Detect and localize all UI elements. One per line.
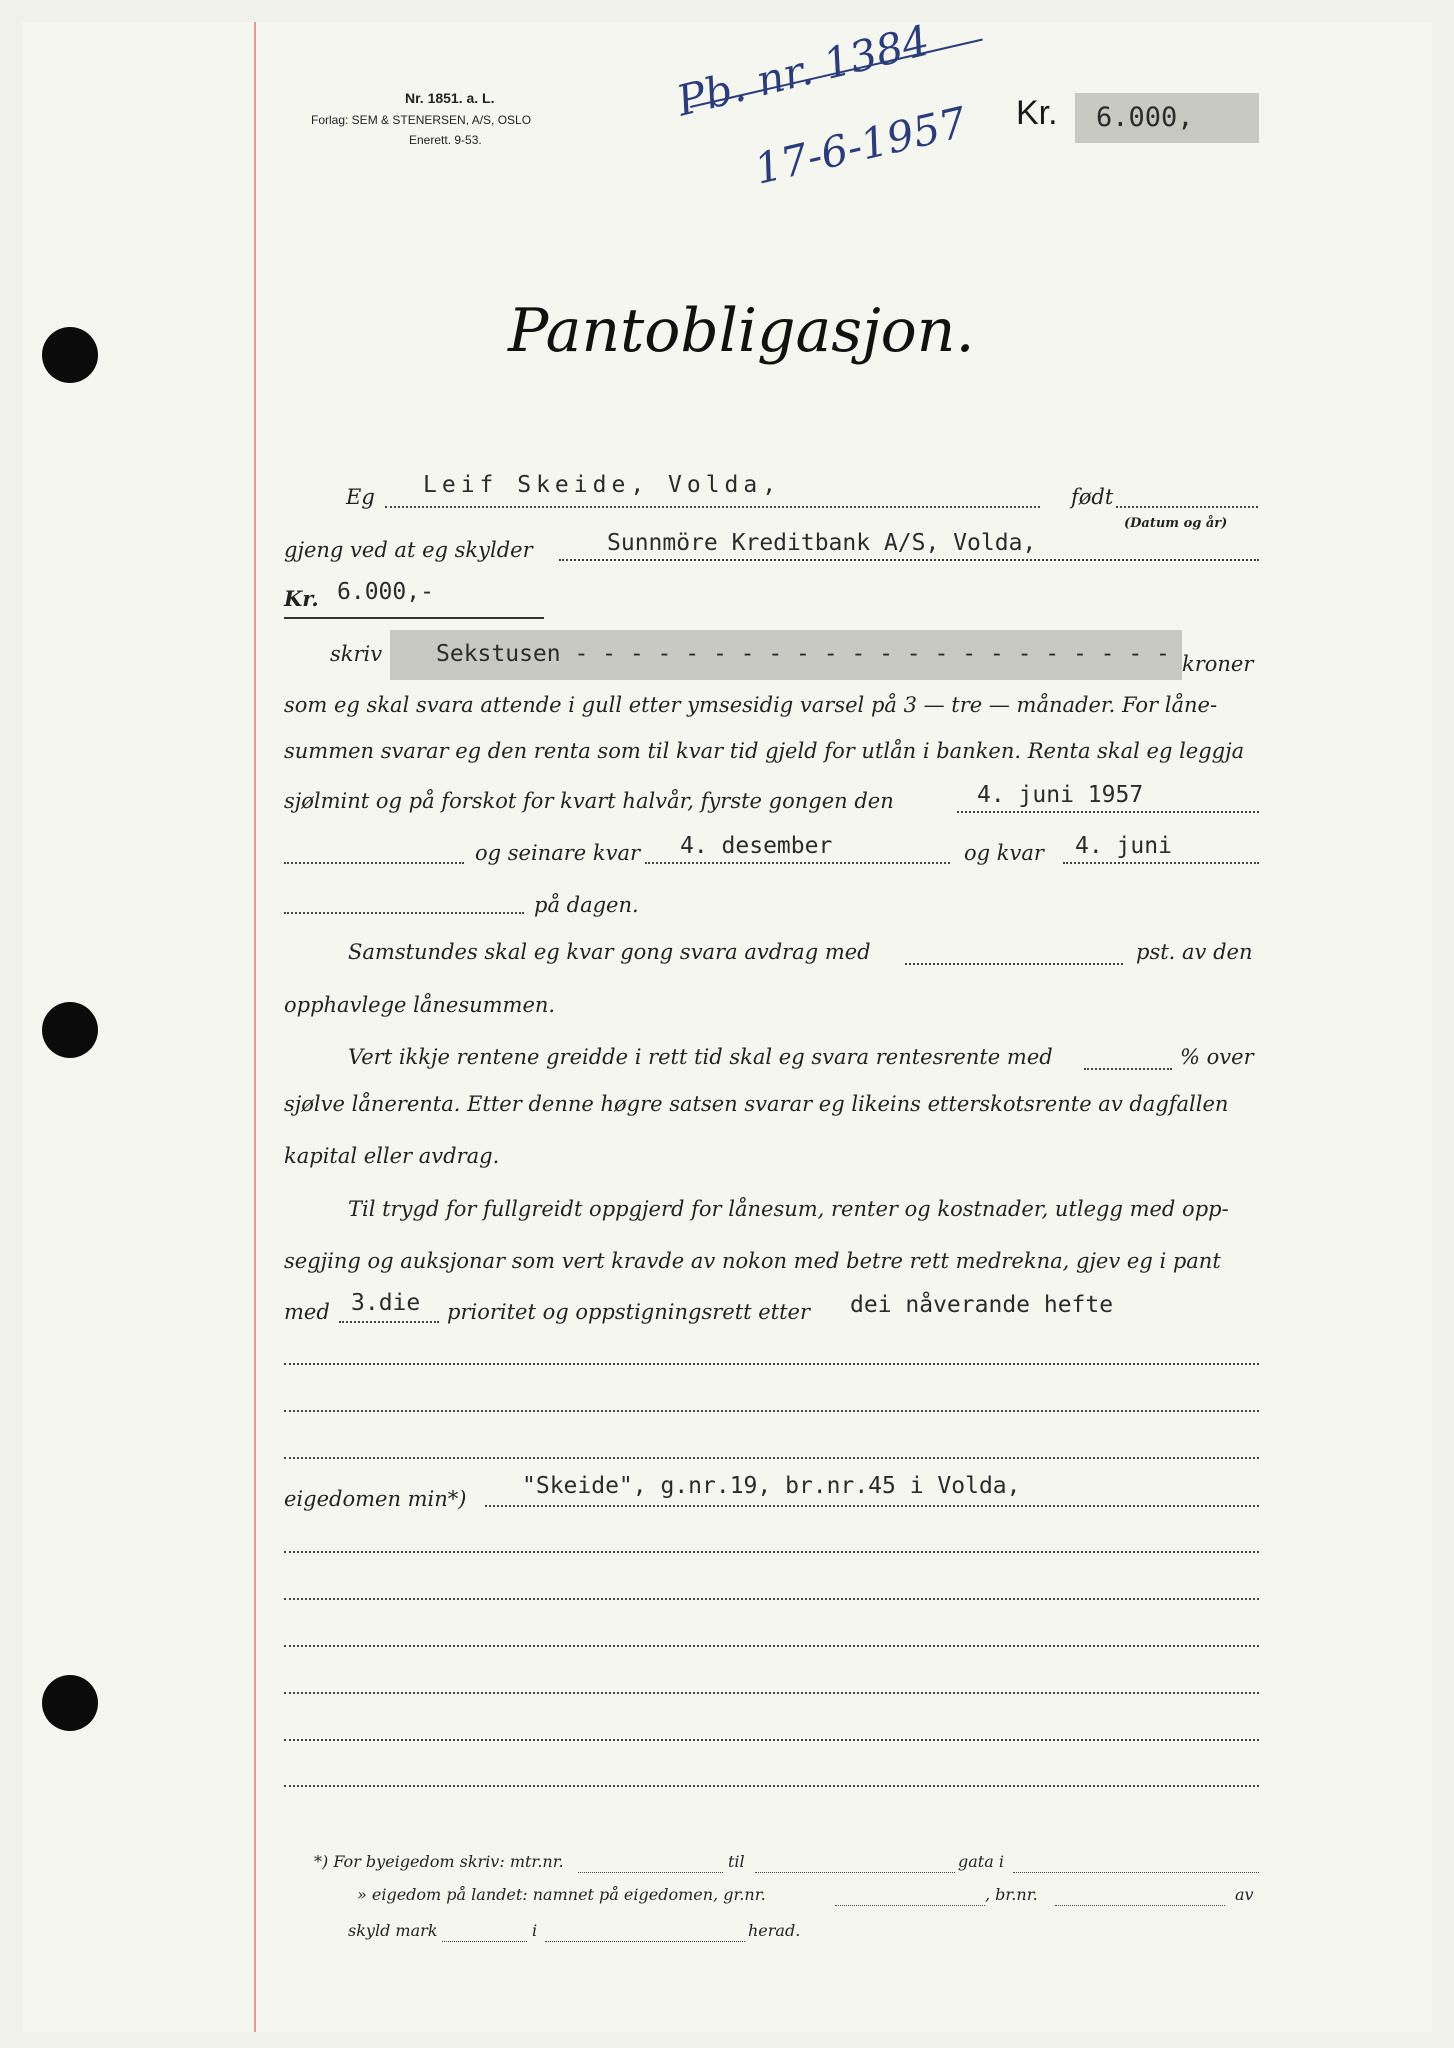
debtor-dotted-line [385, 506, 1040, 508]
blank-dotted-line [284, 1739, 1259, 1741]
blank-dotted-line [284, 1598, 1259, 1600]
eigedomen-label: eigedomen min*) [284, 1487, 467, 1511]
punch-hole [42, 327, 98, 383]
body-line: pst. av den [1136, 940, 1253, 964]
publisher-line: Forlag: SEM & STENERSEN, A/S, OSLO [311, 113, 532, 127]
body-line: segjing og auksjonar som vert kravde av nokon med betre rett medrekna, gjev eg i pant [284, 1249, 1221, 1273]
punch-hole [42, 1675, 98, 1731]
blank-dotted-line [284, 1785, 1259, 1787]
dotted-line [284, 862, 464, 864]
body-line: summen svarar eg den renta som til kvar tid gjeld for utlån i banken. Renta skal eg leggja [284, 739, 1245, 763]
footnote-dotted [578, 1872, 723, 1873]
kroner-label: kroner [1182, 652, 1254, 676]
debtor-name: Leif Skeide, Volda, [423, 472, 782, 498]
existing-charges: dei nåverande hefte [850, 1292, 1114, 1318]
footnote-dotted [442, 1941, 527, 1942]
publisher-copyright: Enerett. 9-53. [409, 133, 482, 147]
amount-box-label: Kr. [1016, 94, 1058, 132]
footnote-line: gata i [958, 1852, 1004, 1871]
amount-label: Kr. [284, 586, 319, 611]
footnote-dotted [835, 1905, 985, 1906]
property-dotted-line [485, 1505, 1259, 1507]
og-seinare-label: og seinare kvar [475, 841, 641, 865]
footnote-line: i [532, 1921, 538, 1940]
date-hint: (Datum og år) [1124, 516, 1228, 531]
margin-line [254, 22, 256, 2032]
footnote-line: til [728, 1852, 745, 1871]
debtor-prefix: Eg [346, 485, 375, 509]
date2-dotted-line [645, 862, 950, 864]
form-number: Nr. 1851. a. L. [405, 90, 495, 106]
second-interest-date: 4. desember [680, 833, 833, 859]
creditor-dotted-line [559, 559, 1259, 561]
footnote-line: » eigedom på landet: namnet på eigedomen, gr.nr. [357, 1885, 766, 1904]
blank-dotted-line [284, 1363, 1259, 1365]
blank-dotted-line [284, 1410, 1259, 1412]
blank-dotted-line [284, 1692, 1259, 1694]
document-title: Pantobligasjon. [508, 296, 975, 366]
body-line: Samstundes skal eg kvar gong svara avdrag med [348, 940, 871, 964]
priority-value: 3.die [351, 1290, 421, 1316]
fodt-label: født [1071, 485, 1114, 509]
punch-hole [42, 1002, 98, 1058]
birth-dotted-line [1116, 506, 1258, 508]
footnote-line: *) For byeigedom skriv: mtr.nr. [314, 1852, 564, 1871]
rate-dotted-line [1084, 1068, 1172, 1070]
amount-box-value: 6.000, [1096, 102, 1194, 133]
avdrag-dotted-line [905, 963, 1123, 965]
body-line: sjølve lånerenta. Etter denne høgre satsen svarar eg likeins etterskotsrente av dagfallen [284, 1092, 1229, 1116]
footnote-dotted [1055, 1905, 1225, 1906]
creditor-name: Sunnmöre Kreditbank A/S, Volda, [607, 530, 1037, 556]
footnote-dotted [545, 1941, 745, 1942]
med-label: med [284, 1300, 330, 1324]
property-description: "Skeide", g.nr.19, br.nr.45 i Volda, [522, 1473, 1021, 1499]
footnote-line: herad. [748, 1921, 801, 1940]
blank-dotted-line [284, 1645, 1259, 1647]
footnote-line: skyld mark [348, 1921, 438, 1940]
footnote-line: av [1235, 1885, 1254, 1904]
body-line: sjølmint og på forskot for kvart halvår, fyrste gongen den [284, 789, 894, 813]
prioritet-label: prioritet og oppstigningsrett etter [447, 1300, 811, 1324]
footnote-dotted [1013, 1872, 1259, 1873]
priority-dotted-line [339, 1321, 439, 1323]
body-line: Vert ikkje rentene greidde i rett tid skal eg svara rentesrente med [348, 1045, 1053, 1069]
pa-dagen-label: på dagen. [534, 893, 639, 917]
first-interest-date: 4. juni 1957 [977, 782, 1144, 808]
amount-value: 6.000,- [337, 579, 434, 605]
og-kvar-label: og kvar [964, 841, 1044, 865]
footnote-line: , br.nr. [985, 1885, 1038, 1904]
body-line: Til trygd for fullgreidt oppgjerd for lånesum, renter og kostnader, utlegg med opp- [348, 1197, 1229, 1221]
date3-dotted-line [1063, 862, 1259, 864]
words-label: skriv [330, 642, 383, 666]
handwritten-registry-number: Pb. nr. 1384 [672, 15, 935, 126]
body-line: % over [1180, 1045, 1254, 1069]
creditor-prefix: gjeng ved at eg skylder [284, 538, 533, 562]
first-date-dotted-line [957, 811, 1259, 813]
amount-underline [284, 617, 544, 619]
body-line: opphavlege lånesummen. [284, 993, 556, 1017]
dotted-line [284, 912, 524, 914]
body-line: som eg skal svara attende i gull etter ymsesidig varsel på 3 — tre — månader. For låne- [284, 693, 1218, 717]
amount-in-words: Sekstusen - - - - - - - - - - - - - - - - - - - - - - [436, 641, 1170, 667]
body-line: kapital eller avdrag. [284, 1144, 500, 1168]
blank-dotted-line [284, 1457, 1259, 1459]
handwritten-date: 17-6-1957 [750, 97, 971, 194]
blank-dotted-line [284, 1551, 1259, 1553]
third-interest-date: 4. juni [1075, 833, 1172, 859]
footnote-dotted [755, 1872, 955, 1873]
